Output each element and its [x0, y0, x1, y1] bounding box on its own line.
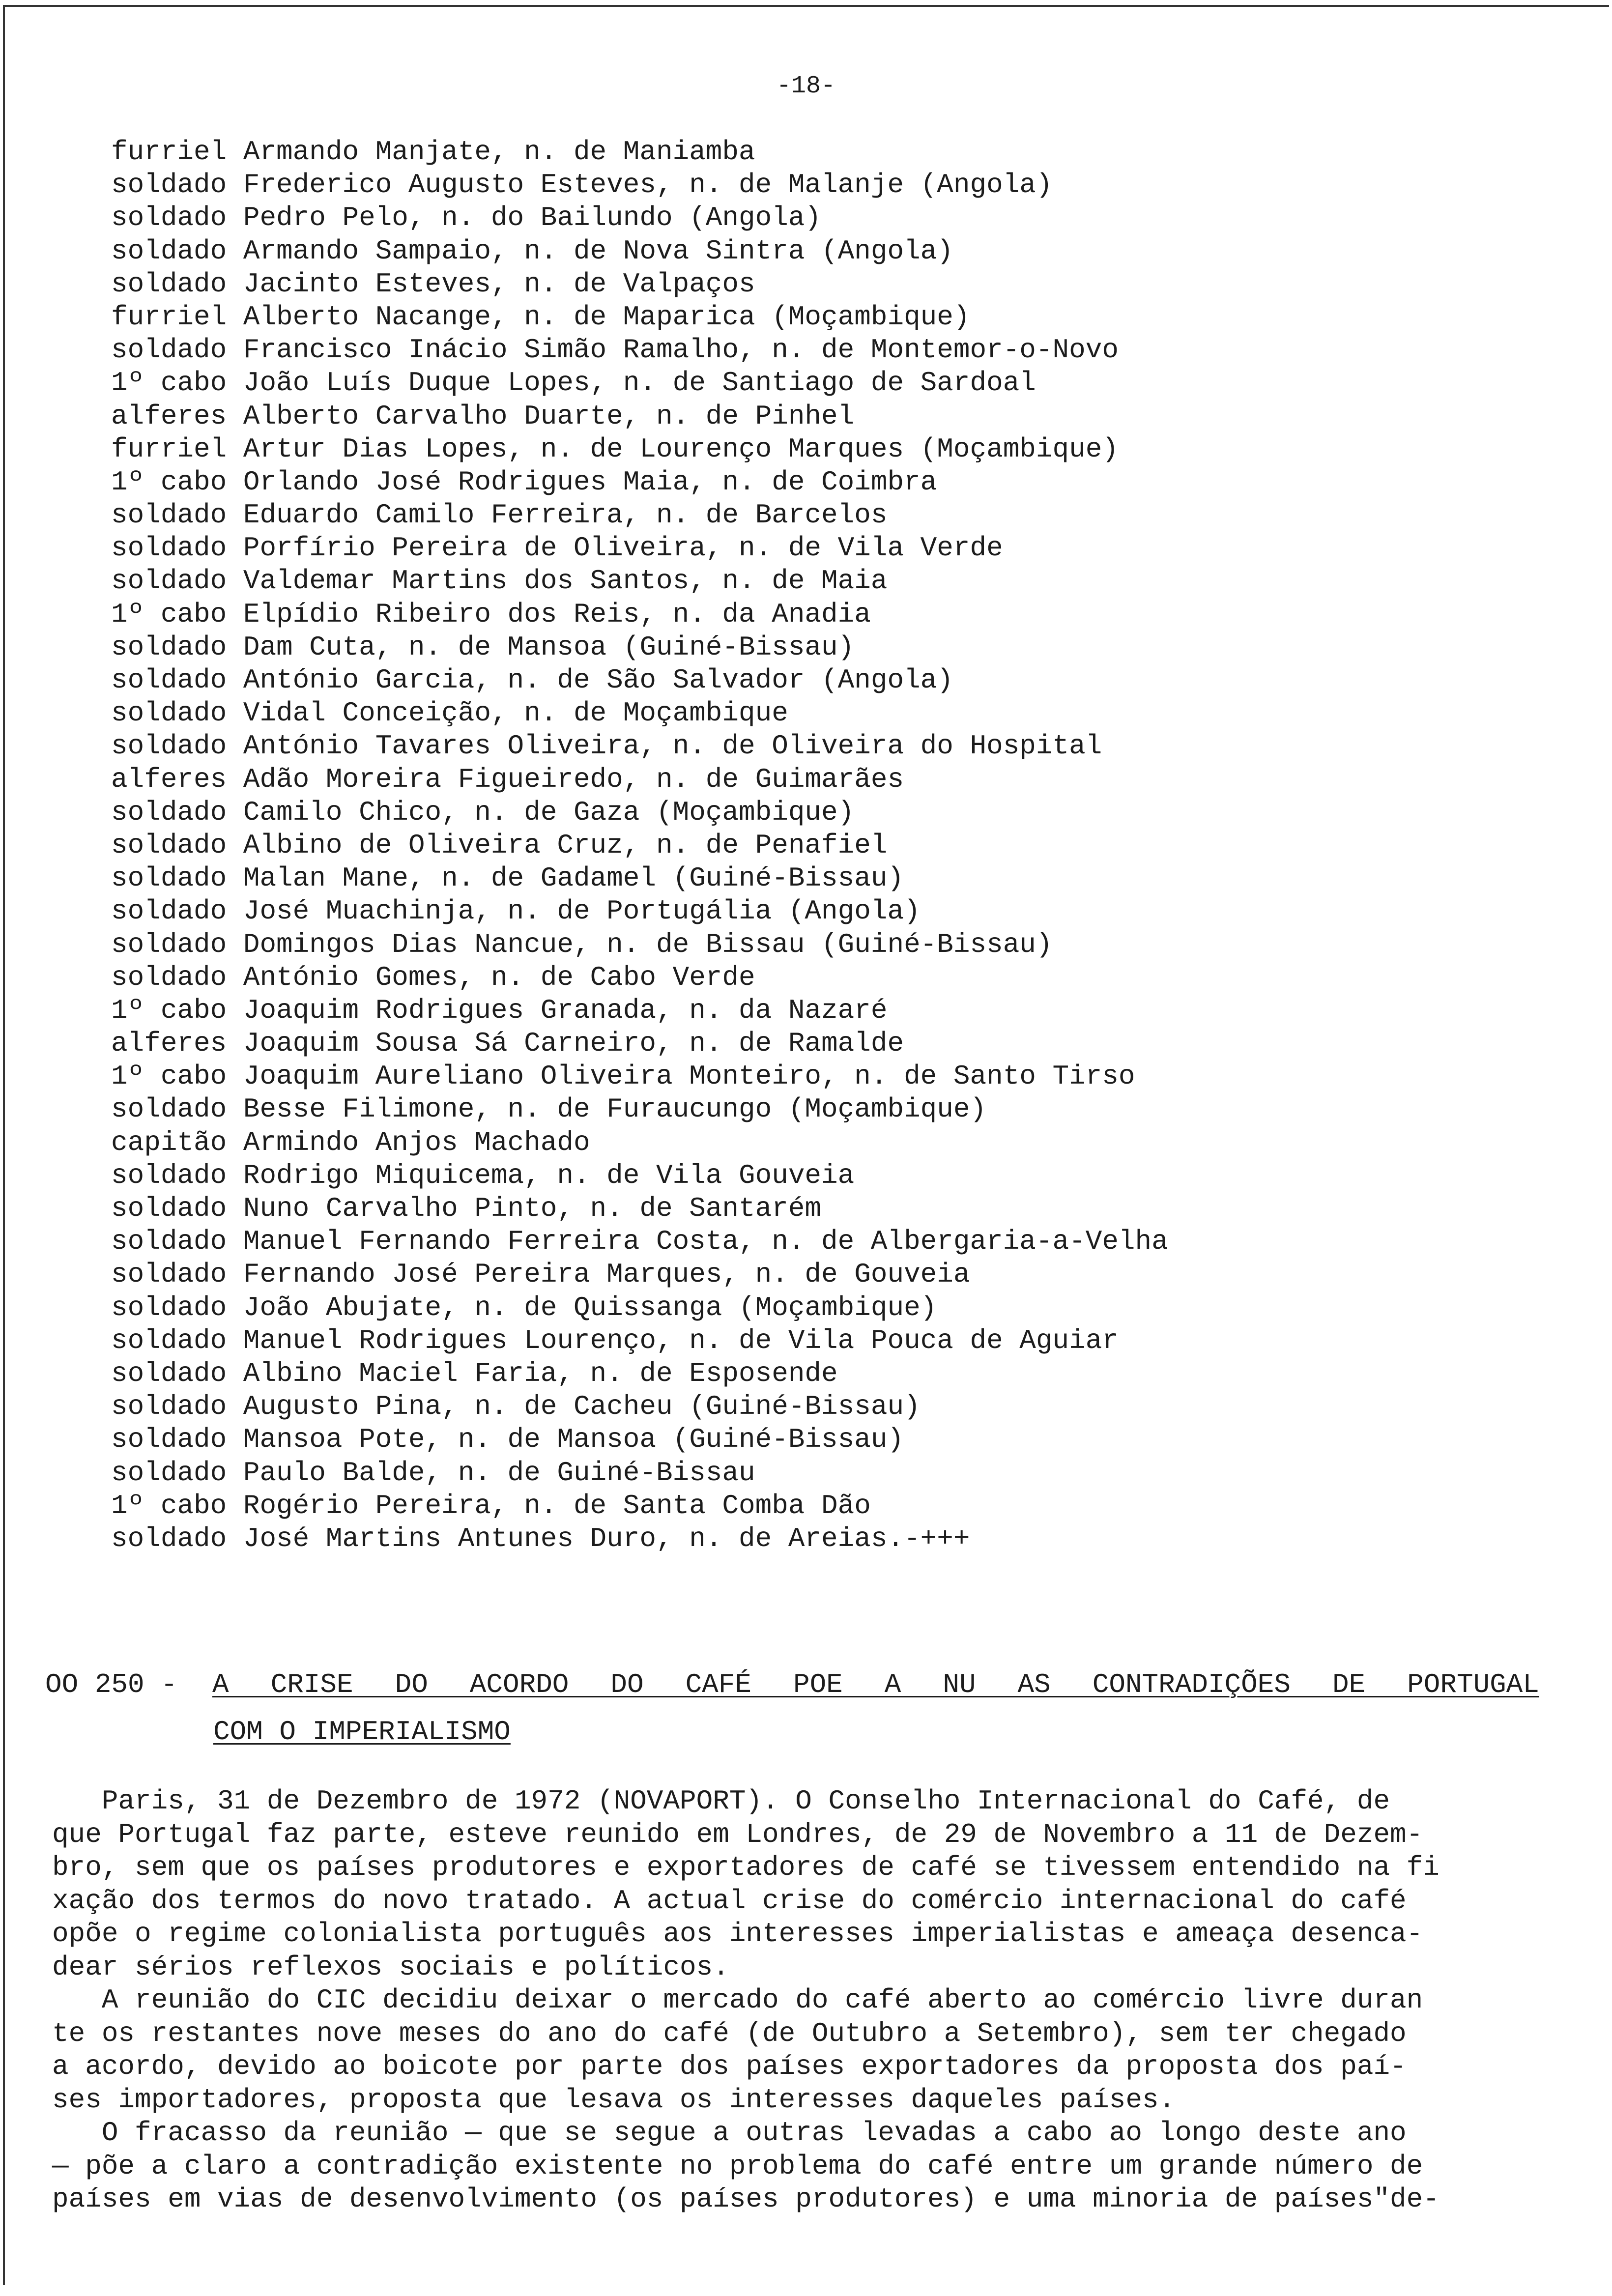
article-line: países em vias de desenvolvimento (os países produtores) e uma minoria de países"de-	[52, 2183, 1439, 2215]
list-item: soldado Augusto Pina, n. de Cacheu (Guiné-Bissau)	[111, 1391, 921, 1423]
article-line: ses importadores, proposta que lesava os interesses daqueles países.	[52, 2084, 1176, 2116]
article-line: bro, sem que os países produtores e exportadores de café se tivessem entendido na fi	[52, 1852, 1439, 1883]
article-line: te os restantes nove meses do ano do café (de Outubro a Setembro), sem ter chegado	[52, 2017, 1407, 2049]
article-line: opõe o regime colonialista português aos interesses imperialistas e ameaça desenca-	[52, 1918, 1423, 1950]
list-item: soldado António Garcia, n. de São Salvador (Angola)	[111, 664, 953, 696]
list-item: soldado Nuno Carvalho Pinto, n. de Santarém	[111, 1193, 822, 1224]
list-item: furriel Artur Dias Lopes, n. de Lourenço Marques (Moçambique)	[111, 433, 1119, 465]
article-line: O fracasso da reunião — que se segue a outras levadas a cabo ao longo deste ano	[52, 2117, 1407, 2149]
list-item: 1º cabo Joaquim Aureliano Oliveira Monteiro, n. de Santo Tirso	[111, 1061, 1135, 1092]
list-item: 1º cabo Rogério Pereira, n. de Santa Comba Dão	[111, 1490, 871, 1521]
list-item: soldado Domingos Dias Nancue, n. de Bissau (Guiné-Bissau)	[111, 928, 1053, 960]
article-line: xação dos termos do novo tratado. A actual crise do comércio internacional do café	[52, 1885, 1407, 1917]
article-line: que Portugal faz parte, esteve reunido em Londres, de 29 de Novembro a 11 de Dezem-	[52, 1818, 1423, 1850]
list-item: soldado Manuel Fernando Ferreira Costa, n. de Albergaria-a-Velha	[111, 1226, 1168, 1258]
list-item: furriel Armando Manjate, n. de Maniamba	[111, 136, 755, 168]
article-body	[52, 1785, 1561, 2216]
list-item: soldado Valdemar Martins dos Santos, n. de Maia	[111, 565, 888, 597]
page-border-left	[3, 5, 5, 2285]
list-item: 1º cabo Elpídio Ribeiro dos Reis, n. da Anadia	[111, 598, 871, 630]
list-item: alferes Joaquim Sousa Sá Carneiro, n. de Ramalde	[111, 1028, 904, 1060]
list-item: furriel Alberto Nacange, n. de Maparica (Moçambique)	[111, 301, 970, 333]
list-item: alferes Adão Moreira Figueiredo, n. de Guimarães	[111, 763, 904, 795]
list-item: soldado Frederico Augusto Esteves, n. de Malanje (Angola)	[111, 169, 1053, 201]
section-number: OO 250 -	[45, 1669, 177, 1700]
list-item: soldado Manuel Rodrigues Lourenço, n. de Vila Pouca de Aguiar	[111, 1324, 1119, 1356]
list-item: soldado Albino Maciel Faria, n. de Esposende	[111, 1357, 838, 1389]
list-item: soldado José Muachinja, n. de Portugália (Angola)	[111, 895, 921, 927]
list-item: soldado José Martins Antunes Duro, n. de Areias.-+++	[111, 1522, 970, 1554]
list-item: soldado Mansoa Pote, n. de Mansoa (Guiné-Bissau)	[111, 1424, 904, 1456]
section-title-line-2: COM O IMPERIALISMO	[213, 1716, 511, 1748]
list-item: soldado Camilo Chico, n. de Gaza (Moçambique)	[111, 796, 855, 828]
list-item: 1º cabo Orlando José Rodrigues Maia, n. de Coimbra	[111, 466, 937, 498]
list-item: soldado Vidal Conceição, n. de Moçambique	[111, 697, 788, 729]
list-item: soldado António Tavares Oliveira, n. de Oliveira do Hospital	[111, 730, 1102, 762]
list-item: soldado Dam Cuta, n. de Mansoa (Guiné-Bissau)	[111, 631, 855, 663]
list-item: capitão Armindo Anjos Machado	[111, 1126, 590, 1158]
list-item: soldado Fernando José Pereira Marques, n. de Gouveia	[111, 1259, 970, 1291]
list-item: alferes Alberto Carvalho Duarte, n. de Pinhel	[111, 400, 855, 432]
article-line: Paris, 31 de Dezembro de 1972 (NOVAPORT). O Conselho Internacional do Café, de	[52, 1785, 1390, 1817]
list-item: soldado Malan Mane, n. de Gadamel (Guiné-Bissau)	[111, 862, 904, 894]
list-item: soldado Rodrigo Miquicema, n. de Vila Gouveia	[111, 1159, 855, 1191]
list-item: 1º cabo Joaquim Rodrigues Granada, n. da Nazaré	[111, 994, 888, 1026]
casualty-list	[111, 136, 1536, 1555]
list-item: soldado Pedro Pelo, n. do Bailundo (Angola)	[111, 202, 822, 234]
list-item: soldado Porfírio Pereira de Oliveira, n. de Vila Verde	[111, 532, 1003, 564]
list-item: soldado Francisco Inácio Simão Ramalho, n. de Montemor-o-Novo	[111, 334, 1119, 366]
list-item: soldado Armando Sampaio, n. de Nova Sintra (Angola)	[111, 235, 953, 267]
article-line: — põe a claro a contradição existente no problema do café entre um grande número de	[52, 2150, 1423, 2182]
list-item: soldado Besse Filimone, n. de Furaucungo (Moçambique)	[111, 1093, 987, 1125]
list-item: soldado António Gomes, n. de Cabo Verde	[111, 961, 755, 993]
list-item: soldado João Abujate, n. de Quissanga (Moçambique)	[111, 1292, 937, 1323]
list-item: soldado Paulo Balde, n. de Guiné-Bissau	[111, 1457, 755, 1489]
page-number: -18-	[776, 72, 836, 100]
section-title-line-1: A CRISE DO ACORDO DO CAFÉ POE A NU AS CONTRADIÇÕES DE PORTUGAL	[212, 1669, 1539, 1700]
article-line: A reunião do CIC decidiu deixar o mercado do café aberto ao comércio livre duran	[52, 1984, 1423, 2016]
article-line: dear sérios reflexos sociais e políticos.	[52, 1951, 729, 1983]
list-item: soldado Albino de Oliveira Cruz, n. de Penafiel	[111, 829, 888, 861]
article-line: a acordo, devido ao boicote por parte dos países exportadores da proposta dos paí-	[52, 2051, 1407, 2082]
page-border-top	[3, 5, 1609, 7]
list-item: 1º cabo João Luís Duque Lopes, n. de Santiago de Sardoal	[111, 367, 1036, 399]
list-item: soldado Eduardo Camilo Ferreira, n. de Barcelos	[111, 499, 888, 531]
section-heading	[45, 1661, 1574, 1755]
list-item: soldado Jacinto Esteves, n. de Valpaços	[111, 268, 755, 300]
